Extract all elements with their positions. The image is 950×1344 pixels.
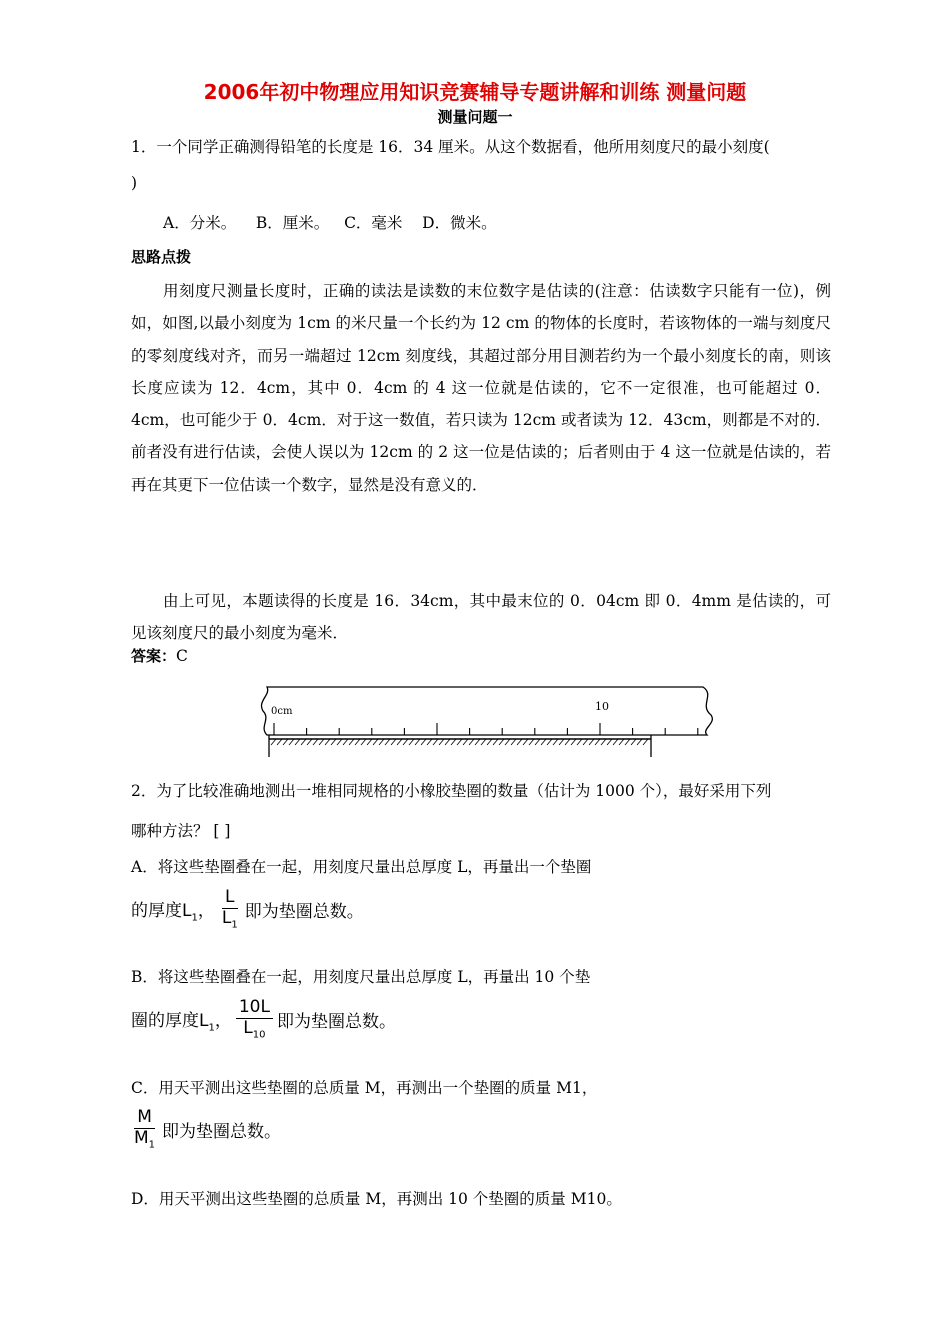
document-title: 2006年初中物理应用知识竞赛辅导专题讲解和训练 测量问题 [203,80,747,104]
option-c-formula [131,1108,281,1150]
option-a-prefix: 的厚度$L_1$， [131,900,215,923]
hatch-line [529,739,534,745]
hatch-line [601,739,606,745]
hatch-line [409,739,414,745]
hatch-line [361,739,366,745]
hatch-line [367,739,372,745]
hatch-line [625,739,630,745]
hatch-line [613,739,618,745]
hatch-line [643,739,648,745]
hatch-line [553,739,558,745]
hatch-line [475,739,480,745]
hatch-line [481,739,486,745]
answer-value: C [176,647,188,665]
hatch-line [637,739,642,745]
hatch-line [451,739,456,745]
hatch-line [295,739,300,745]
hatch-line [349,739,354,745]
hatch-line [589,739,594,745]
hatch-line [301,739,306,745]
hatch-line [331,739,336,745]
option-c-fraction: $\frac{M}{M_1}$ [134,1107,156,1150]
question-1-stem: 1．一个同学正确测得铅笔的长度是 16．34 厘米。从这个数据看，他所用刻度尺的最小刻度( [131,138,770,156]
hint-text-2: 由上可见，本题读得的长度是 16．34cm，其中最末位的 0．04cm 即 0．4mm 是估读的，可见该刻度尺的最小刻度为毫米． [131,592,831,643]
option-c-suffix: 即为垫圈总数。 [162,1121,282,1142]
hatch-line [403,739,408,745]
hatch-line [469,739,474,745]
option-b-text: B．将这些垫圈叠在一起，用刻度尺量出总厚度 L，再量出 10 个垫 [131,968,591,986]
hatch-line [283,739,288,745]
hatch-line [493,739,498,745]
option-a-text: A．将这些垫圈叠在一起，用刻度尺量出总厚度 L，再量出一个垫圈 [131,858,592,876]
answer-label: 答案： [131,647,177,665]
hatch-line [619,739,624,745]
hatch-line [595,739,600,745]
hatch-line [607,739,612,745]
question-1-stem-end: ) [131,174,138,192]
hatch-line [523,739,528,745]
option-b-prefix: 圈的厚度$L_1$， [131,1010,232,1033]
hatch-line [499,739,504,745]
hatch-line [445,739,450,745]
hatch-line [397,739,402,745]
hatch-line [487,739,492,745]
hint-paragraph-2 [131,585,831,650]
hatch-line [583,739,588,745]
hatch-line [463,739,468,745]
question-2-stem: 2．为了比较准确地测出一堆相同规格的小橡胶垫圈的数量（估计为 1000 个），最好采用下列 [131,782,772,800]
hatch-line [571,739,576,745]
table-hatching [271,739,648,745]
hatch-line [277,739,282,745]
hatch-line [535,739,540,745]
hint-heading: 思路点拨 [131,248,192,266]
hatch-line [427,739,432,745]
hint-paragraph-1 [131,275,831,501]
hatch-line [439,739,444,745]
hatch-line [391,739,396,745]
hatch-line [433,739,438,745]
hatch-line [355,739,360,745]
option-b-formula [131,998,396,1040]
ruler-body [261,687,712,735]
hatch-line [565,739,570,745]
hatch-line [385,739,390,745]
question-2-stem-end: 哪种方法？ [ ] [131,822,231,840]
hatch-line [559,739,564,745]
hatch-line [421,739,426,745]
option-a-formula [131,888,364,930]
hatch-line [511,739,516,745]
hatch-line [325,739,330,745]
hatch-line [457,739,462,745]
option-b-fraction: $\frac{10L}{L_{10}}$ [236,998,273,1040]
hatch-line [547,739,552,745]
hatch-line [343,739,348,745]
hatch-line [631,739,636,745]
hatch-line [373,739,378,745]
hatch-line [577,739,582,745]
hatch-line [313,739,318,745]
option-a-suffix: 即为垫圈总数。 [244,901,364,922]
hatch-line [415,739,420,745]
hatch-line [271,739,276,745]
hint-text-1: 用刻度尺测量长度时，正确的读法是读数的末位数字是估读的(注意：估读数字只能有一位)，例如，如图,以最小刻度为 1cm 的米尺量一个长约为 12 cm 的物体的长度时，若该物体的一端与刻度尺的零刻度线对齐，而另一端超过 12cm 刻度线，其超过部分用目测若约为一个最小刻度长的南，则该长度应读为 12．4cm，其中 0．4cm 的 4 这一位就是估读的，它不一定很准，也可能超过 0．4cm，也可能少于 0．4cm．对于这一数值，若只读为 12cm 或者读为 12．43cm，则都是不对的．前者没有进行估读，会使人误以为 12cm 的 2 这一位是估读的；后者则由于 4 这一位就是估读的，若再在其更下一位估读一个数字，显然是没有意义的． [131,282,831,494]
answer-line [131,645,188,666]
option-b-suffix: 即为垫圈总数。 [276,1011,396,1032]
hatch-line [517,739,522,745]
section-subtitle: 测量问题一 [437,108,513,126]
hatch-line [289,739,294,745]
option-d-text: D．用天平测出这些垫圈的总质量 M，再测出 10 个垫圈的质量 M10。 [131,1190,622,1208]
hatch-line [307,739,312,745]
option-a-fraction: $\frac{L}{L_1}$ [221,887,238,930]
question-1-options: A．分米。 B．厘米。 C．毫米 D．微米。 [163,214,497,232]
option-c-text: C．用天平测出这些垫圈的总质量 M，再测出一个垫圈的质量 M1， [131,1079,598,1097]
hatch-line [337,739,342,745]
hatch-line [505,739,510,745]
ruler-label-ten: 10 [595,700,609,713]
ruler-label-zero: 0cm [271,706,293,717]
hatch-line [319,739,324,745]
ruler-figure [255,683,715,763]
hatch-line [379,739,384,745]
hatch-line [541,739,546,745]
